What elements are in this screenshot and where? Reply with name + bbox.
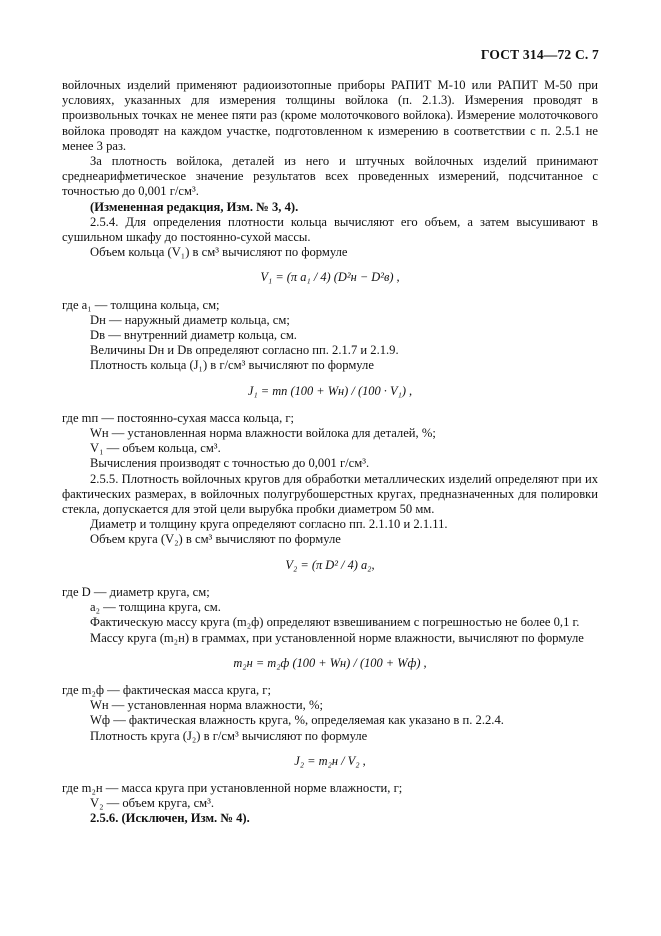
paragraph: Массу круга (m₂н) в граммах, при установленной норме влажности, вычисляют по формуле [90, 630, 584, 645]
definitions [62, 298, 598, 344]
definition: Dв — внутренний диаметр кольца, см. [90, 328, 297, 343]
definitions [62, 411, 598, 457]
formula-circle-volume: V₂ = (π D² / 4) a₂, [285, 557, 375, 572]
paragraph: Плотность круга (J₂) в г/см³ вычисляют по формуле [90, 728, 368, 743]
excluded-clause: 2.5.6. (Исключен, Изм. № 4). [90, 811, 250, 826]
definition: где a₁ — толщина кольца, см; [62, 297, 220, 312]
definitions [62, 683, 598, 729]
paragraph: Объем кольца (V₁) в см³ вычисляют по формуле [90, 245, 348, 260]
definition: Wн — установленная норма влажности, %; [90, 698, 323, 713]
formula-circle-density: J₂ = m₂н / V₂ , [294, 753, 366, 768]
page-header: ГОСТ 314—72 С. 7 [480, 47, 599, 62]
paragraph: Плотность кольца (J₁) в г/см³ вычисляют по формуле [90, 358, 374, 373]
definition: Wн — установленная норма влажности войлока для деталей, %; [90, 426, 436, 441]
paragraph: 2.5.5. Плотность войлочных кругов для обработки металлических изделий определяют при их фактических размерах, в войлочных полугрубошерстных кругах, предназначенных для полировки стекла, допускается для этой цели вырубка пробки диаметром 50 мм. [62, 471, 598, 517]
definitions [62, 585, 598, 615]
definition: где m₂н — масса круга при установленной норме влажности, г; [62, 780, 403, 795]
paragraph: 2.5.4. Для определения плотности кольца вычисляют его объем, а затем высушивают в сушильном шкафу до постоянно-сухой массы. [62, 214, 598, 245]
definition: Dн — наружный диаметр кольца, см; [90, 312, 290, 327]
definition: V₂ — объем круга, см³. [90, 796, 215, 811]
definition: где m₂ф — фактическая масса круга, г; [62, 682, 271, 697]
formula-circle-mass: m₂н = m₂ф (100 + Wн) / (100 + Wф) , [233, 655, 427, 670]
definition: Wф — фактическая влажность круга, %, определяемая как указано в п. 2.2.4. [90, 713, 504, 728]
definition: V₁ — объем кольца, см³. [90, 441, 221, 456]
formula-ring-volume: V₁ = (π a₁ / 4) (D²н − D²в) , [260, 270, 400, 285]
page-content [62, 78, 598, 827]
paragraph: Фактическую массу круга (m₂ф) определяют взвешиванием с погрешностью не более 0,1 г. [90, 615, 580, 630]
definition: a₂ — толщина круга, см. [90, 600, 221, 615]
definition: где D — диаметр круга, см; [62, 584, 210, 599]
amendment-note: (Измененная редакция, Изм. № 3, 4). [90, 199, 299, 214]
formula-ring-density: J₁ = mп (100 + Wн) / (100 · V₁) , [247, 383, 413, 398]
paragraph: Величины Dн и Dв определяют согласно пп. 2.1.7 и 2.1.9. [90, 343, 399, 358]
paragraph: За плотность войлока, деталей из него и штучных войлочных изделий принимают среднеарифметическое значение результатов всех проведенных измерений, подсчитанное с точностью до 0,001 г/см³. [62, 154, 598, 199]
definitions [62, 781, 598, 811]
paragraph: войлочных изделий применяют радиоизотопные приборы РАПИТ М-10 или РАПИТ М-50 при условиях, указанных для измерения толщины войлока (п. 2.1.3). Измерения проводят в произвольных точках не менее пяти раз (кроме молоточкового войлока). Измерение молоточкового войлока проводят на каждом участке, подготовленном к измерению в соответствии с п. 2.5.1 не менее 3 раз. [62, 78, 598, 153]
paragraph: Вычисления производят с точностью до 0,001 г/см³. [90, 456, 370, 471]
definition: где mп — постоянно-сухая масса кольца, г; [62, 410, 295, 425]
paragraph: Диаметр и толщину круга определяют согласно пп. 2.1.10 и 2.1.11. [90, 517, 448, 532]
paragraph: Объем круга (V₂) в см³ вычисляют по формуле [90, 532, 341, 547]
